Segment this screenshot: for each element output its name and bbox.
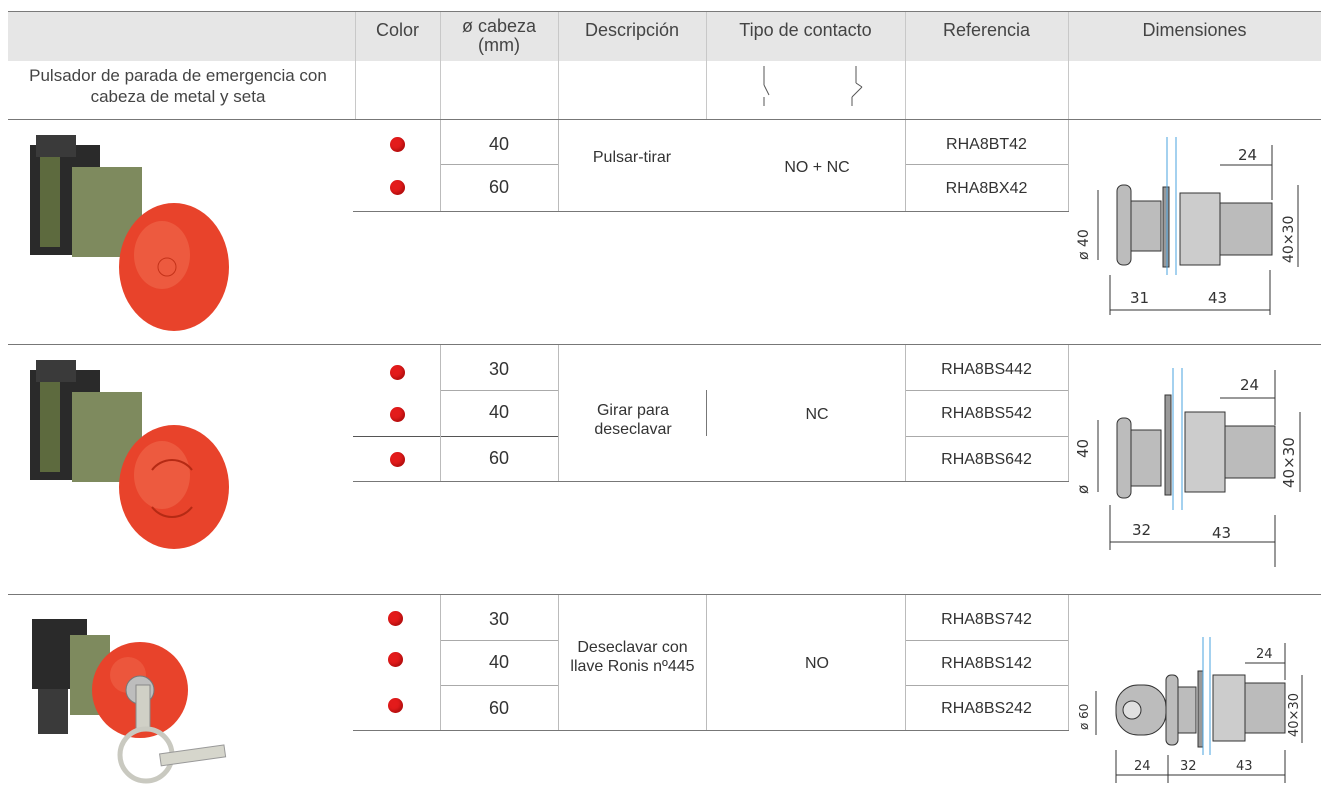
contact-cell: NO bbox=[805, 655, 829, 672]
reference-cell: RHA8BS642 bbox=[941, 451, 1032, 468]
dimension-label: 40×30 bbox=[1287, 693, 1302, 737]
key-button-photo bbox=[28, 605, 233, 800]
status-dot bbox=[390, 452, 405, 467]
header-contact-type: Tipo de contacto bbox=[739, 20, 872, 40]
row-divider bbox=[905, 436, 1068, 437]
status-dot bbox=[390, 407, 405, 422]
column-divider bbox=[558, 345, 559, 481]
section-bottom bbox=[353, 481, 1069, 482]
row-divider bbox=[905, 640, 1068, 641]
row-divider bbox=[440, 164, 558, 165]
description-cell: Pulsar-tirar bbox=[592, 149, 672, 166]
row-divider bbox=[905, 390, 1068, 391]
section-divider bbox=[8, 119, 1321, 120]
dimension-label: ø 40 bbox=[1076, 229, 1092, 260]
row-divider bbox=[353, 436, 558, 437]
reference-cell: RHA8BT42 bbox=[946, 136, 1027, 153]
table-cell: 60 bbox=[488, 177, 510, 197]
column-divider bbox=[905, 345, 906, 481]
table-cell: 30 bbox=[488, 359, 510, 379]
row-divider bbox=[440, 390, 558, 391]
dimension-label: 43 bbox=[1208, 289, 1228, 307]
table-cell: 60 bbox=[488, 698, 510, 718]
row-divider bbox=[905, 164, 1068, 165]
section-bottom bbox=[353, 730, 1069, 731]
contact-cell: NC bbox=[805, 406, 829, 423]
section-divider bbox=[8, 344, 1321, 345]
reference-cell: RHA8BS142 bbox=[941, 655, 1032, 672]
header-color: Color bbox=[375, 20, 419, 40]
column-divider bbox=[1068, 595, 1069, 730]
reference-cell: RHA8BS542 bbox=[941, 405, 1032, 422]
header-diameter: ø cabeza (mm) bbox=[461, 16, 537, 55]
dimension-label: 31 bbox=[1130, 289, 1150, 307]
status-dot bbox=[388, 611, 403, 626]
header-dimensions: Dimensiones bbox=[1142, 20, 1247, 40]
reference-cell: RHA8BS742 bbox=[941, 611, 1032, 628]
dimension-label: ø 60 bbox=[1077, 703, 1091, 730]
status-dot bbox=[390, 365, 405, 380]
emergency-button-photo bbox=[22, 352, 232, 552]
table-cell: 40 bbox=[488, 652, 510, 672]
section-divider bbox=[8, 594, 1321, 595]
row-divider bbox=[440, 640, 558, 641]
dimension-label: 24 bbox=[1238, 146, 1258, 164]
table-cell: 40 bbox=[488, 134, 510, 154]
column-divider bbox=[1068, 345, 1069, 481]
section-bottom bbox=[353, 211, 1069, 212]
dimension-label: 43 bbox=[1212, 524, 1232, 542]
dimension-label: 40×30 bbox=[1280, 437, 1298, 488]
table-cell: 40 bbox=[488, 402, 510, 422]
reference-cell: RHA8BX42 bbox=[945, 180, 1028, 197]
column-divider bbox=[440, 120, 441, 211]
dimension-label: 43 bbox=[1236, 759, 1253, 774]
column-divider bbox=[706, 390, 707, 436]
dimension-label: 24 bbox=[1256, 647, 1273, 662]
dimension-label: 40×30 bbox=[1281, 215, 1297, 263]
status-dot bbox=[388, 652, 403, 667]
row-divider bbox=[440, 685, 558, 686]
column-divider bbox=[558, 120, 559, 211]
row-divider bbox=[905, 685, 1068, 686]
column-divider bbox=[558, 595, 559, 730]
header-reference: Referencia bbox=[942, 20, 1031, 40]
dimension-label: 32 bbox=[1132, 521, 1152, 539]
column-divider bbox=[706, 595, 707, 730]
dimension-label: 24 bbox=[1134, 759, 1151, 774]
dimension-label: 24 bbox=[1240, 376, 1260, 394]
dimension-label: 40 bbox=[1074, 438, 1092, 458]
dimension-label: 32 bbox=[1180, 759, 1197, 774]
column-divider bbox=[1068, 120, 1069, 211]
column-divider bbox=[905, 120, 906, 211]
description-cell: Deseclavar con llave Ronis nº445 bbox=[570, 639, 695, 675]
dimension-drawing-2 bbox=[1070, 360, 1310, 570]
column-divider bbox=[440, 345, 441, 481]
reference-cell: RHA8BS442 bbox=[941, 361, 1032, 378]
status-dot bbox=[390, 137, 405, 152]
table-cell: 30 bbox=[488, 609, 510, 629]
column-divider bbox=[905, 595, 906, 730]
contact-cell: NO + NC bbox=[784, 159, 850, 176]
reference-cell: RHA8BS242 bbox=[941, 700, 1032, 717]
dimension-drawing-3 bbox=[1070, 625, 1310, 805]
contact-symbols-icon bbox=[752, 65, 872, 107]
table-cell: 60 bbox=[488, 448, 510, 468]
dimension-label: ø bbox=[1074, 484, 1092, 494]
emergency-button-photo bbox=[22, 127, 232, 332]
dimension-drawing-1 bbox=[1070, 135, 1310, 320]
description-cell: Girar para deseclavar bbox=[594, 402, 672, 438]
status-dot bbox=[388, 698, 403, 713]
product-subtitle: Pulsador de parada de emergencia con cabeza de metal y seta bbox=[29, 66, 327, 106]
status-dot bbox=[390, 180, 405, 195]
column-divider bbox=[440, 595, 441, 730]
header-description: Descripción bbox=[584, 20, 680, 40]
